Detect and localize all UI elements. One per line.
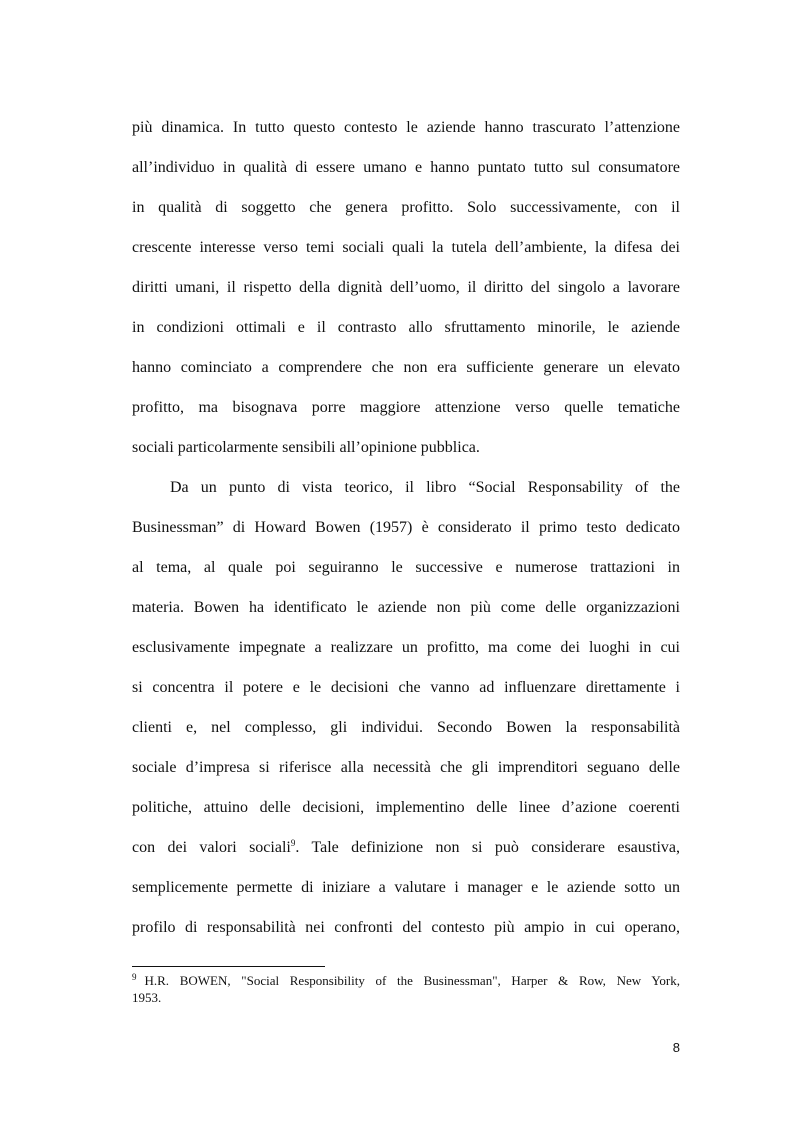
footnote-marker: 9 bbox=[132, 972, 137, 982]
text-line: al tema, al quale poi seguiranno le successive e numerose trattazioni in bbox=[132, 559, 680, 576]
text-line: semplicemente permette di iniziare a valutare i manager e le aziende sotto un bbox=[132, 879, 680, 896]
text-line: esclusivamente impegnate a realizzare un profitto, ma come dei luoghi in cui bbox=[132, 639, 680, 656]
text-line: all’individuo in qualità di essere umano e hanno puntato tutto sul consumatore bbox=[132, 159, 680, 176]
text-line-with-footnote-ref bbox=[132, 828, 680, 868]
body-text bbox=[132, 108, 680, 948]
text-line: in qualità di soggetto che genera profitto. Solo successivamente, con il bbox=[132, 199, 680, 216]
page-number: 8 bbox=[672, 1040, 680, 1055]
text-line: si concentra il potere e le decisioni che vanno ad influenzare direttamente i bbox=[132, 679, 680, 696]
text-line: in condizioni ottimali e il contrasto allo sfruttamento minorile, le aziende bbox=[132, 319, 680, 336]
text-line: profilo di responsabilità nei confronti del contesto più ampio in cui operano, bbox=[132, 919, 680, 936]
footnote bbox=[132, 972, 680, 1006]
text-line: più dinamica. In tutto questo contesto le aziende hanno trascurato l’attenzione bbox=[132, 119, 680, 136]
text-segment: con dei valori sociali bbox=[132, 839, 291, 856]
text-line: diritti umani, il rispetto della dignità dell’uomo, il diritto del singolo a lavorare bbox=[132, 279, 680, 296]
text-line: profitto, ma bisognava porre maggiore attenzione verso quelle tematiche bbox=[132, 399, 680, 416]
text-line: sociale d’impresa si riferisce alla necessità che gli imprenditori seguano delle bbox=[132, 759, 680, 776]
footnote-separator bbox=[132, 966, 325, 967]
text-line: hanno cominciato a comprendere che non era sufficiente generare un elevato bbox=[132, 359, 680, 376]
footnote-line bbox=[132, 972, 680, 989]
text-line: politiche, attuino delle decisioni, implementino delle linee d’azione coerenti bbox=[132, 799, 680, 816]
text-segment: . Tale definizione non si può considerare esaustiva, bbox=[295, 839, 681, 856]
text-line: clienti e, nel complesso, gli individui. Secondo Bowen la responsabilità bbox=[132, 719, 680, 736]
footnote-text: H.R. BOWEN, "Social Responsibility of the Businessman", Harper & Row, New York, bbox=[144, 973, 680, 988]
footnote-reference[interactable]: 9 bbox=[290, 838, 296, 848]
text-line: Businessman” di Howard Bowen (1957) è considerato il primo testo dedicato bbox=[132, 519, 680, 536]
text-line: crescente interesse verso temi sociali quali la tutela dell’ambiente, la difesa dei bbox=[132, 239, 680, 256]
text-line: sociali particolarmente sensibili all’opinione pubblica. bbox=[132, 439, 480, 456]
text-line: materia. Bowen ha identificato le aziende non più come delle organizzazioni bbox=[132, 599, 680, 616]
text-line: Da un punto di vista teorico, il libro “Social Responsability of the bbox=[170, 479, 680, 496]
footnote-line: 1953. bbox=[132, 990, 162, 1005]
